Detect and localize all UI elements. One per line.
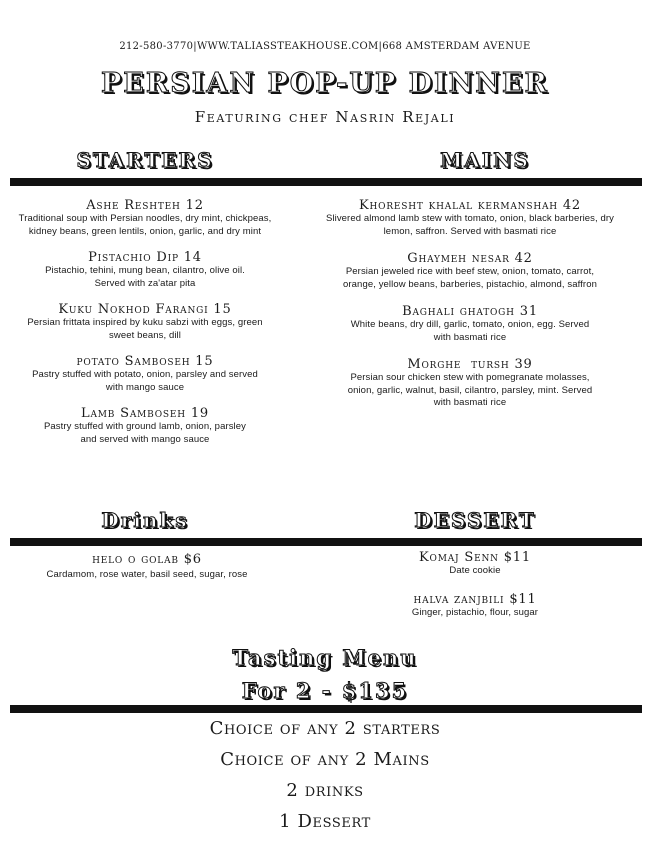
- item-description: Pistachio, tehini, mung bean, cilantro, olive oil. Served with za'atar pita: [45, 265, 245, 289]
- dessert-list: [342, 550, 608, 619]
- page-title: PERSIAN POP-UP DINNER: [100, 68, 549, 99]
- menu-item: [14, 552, 280, 582]
- tasting-line: 2 drinks: [286, 780, 364, 801]
- contact-line: 212-580-3770|WWW.TALIASSTEAKHOUSE.COM|668 AMSTERDAM AVENUE: [119, 41, 531, 52]
- item-description: Pastry stuffed with potato, onion, parsley and served with mango sauce: [32, 369, 258, 393]
- item-description: White beans, dry dill, garlic, tomato, onion, egg. Served with basmati rice: [350, 319, 590, 343]
- dessert-heading: DESSERT: [414, 508, 536, 532]
- item-description: Traditional soup with Persian noodles, dry mint, chickpeas, kidney beans, green lentils, onion, garlic, and dry mint: [18, 213, 272, 237]
- tasting-title-line: Tasting Menu: [232, 645, 418, 670]
- starters-heading: STARTERS: [76, 148, 214, 172]
- starters-list: [14, 198, 276, 446]
- mains-list: [312, 198, 628, 410]
- tasting-price-line: For 2 - $135: [241, 678, 409, 703]
- menu-item: [14, 406, 276, 446]
- menu-item: [14, 198, 276, 238]
- menu-item: [312, 198, 628, 238]
- menu-item: [342, 550, 608, 578]
- tasting-line: Choice of any 2 starters: [209, 718, 441, 739]
- item-description: Slivered almond lamb stew with tomato, onion, black barberies, dry lemon, saffron. Served with basmati rice: [325, 213, 615, 237]
- item-description: Ginger, pistachio, flour, sugar: [411, 606, 539, 618]
- item-name: Lamb Samboseh 19: [81, 406, 209, 421]
- menu-item: [14, 302, 276, 342]
- menu-item: [342, 592, 608, 620]
- item-description: Persian frittata inspired by kuku sabzi with eggs, green sweet beans, dill: [27, 317, 263, 341]
- section-divider: [10, 178, 642, 186]
- drinks-list: [14, 552, 280, 582]
- tasting-menu-list: [0, 713, 650, 837]
- item-name: Pistachio Dip 14: [88, 250, 202, 265]
- tasting-menu-title: [0, 641, 650, 707]
- tasting-line: 1 Dessert: [279, 811, 371, 832]
- item-name: Khoresht khalal kermanshah 42: [359, 198, 581, 213]
- page-subtitle: Featuring chef Nasrin Rejali: [194, 108, 456, 126]
- item-name: Kuku Nokhod Farangi 15: [58, 302, 232, 317]
- item-name: Baghali ghatogh 31: [402, 304, 538, 319]
- menu-item: [312, 357, 628, 410]
- item-name: Ghaymeh nesar 42: [407, 251, 533, 266]
- item-description: Persian sour chicken stew with pomegranate molasses, onion, garlic, walnut, basil, cilantro, parsley, mint. Served with basmati rice: [347, 372, 593, 408]
- tasting-line: Choice of any 2 Mains: [220, 749, 430, 770]
- item-description: Cardamom, rose water, basil seed, sugar, rose: [46, 569, 248, 580]
- section-divider: [10, 538, 642, 546]
- item-name: potato Samboseh 15: [76, 354, 214, 369]
- item-name: Ashe Reshteh 12: [86, 198, 204, 213]
- menu-item: [312, 304, 628, 344]
- menu-item: [14, 250, 276, 290]
- item-name: Morghe tursh 39: [407, 357, 533, 372]
- mains-heading: MAINS: [440, 148, 530, 172]
- drinks-heading: Drinks: [101, 508, 189, 532]
- menu-item: [14, 354, 276, 394]
- item-name: helo o golab $6: [92, 552, 202, 567]
- item-description: Persian jeweled rice with beef stew, onion, tomato, carrot, orange, yellow beans, barberies, pistachio, almond, saffron: [343, 266, 597, 290]
- item-name: halva zanjbili $11: [413, 591, 537, 607]
- menu-item: [312, 251, 628, 291]
- item-description: Date cookie: [449, 565, 501, 576]
- section-divider: [10, 705, 642, 713]
- item-description: Pastry stuffed with ground lamb, onion, parsley and served with mango sauce: [43, 421, 247, 445]
- item-name: Komaj Senn $11: [419, 550, 531, 565]
